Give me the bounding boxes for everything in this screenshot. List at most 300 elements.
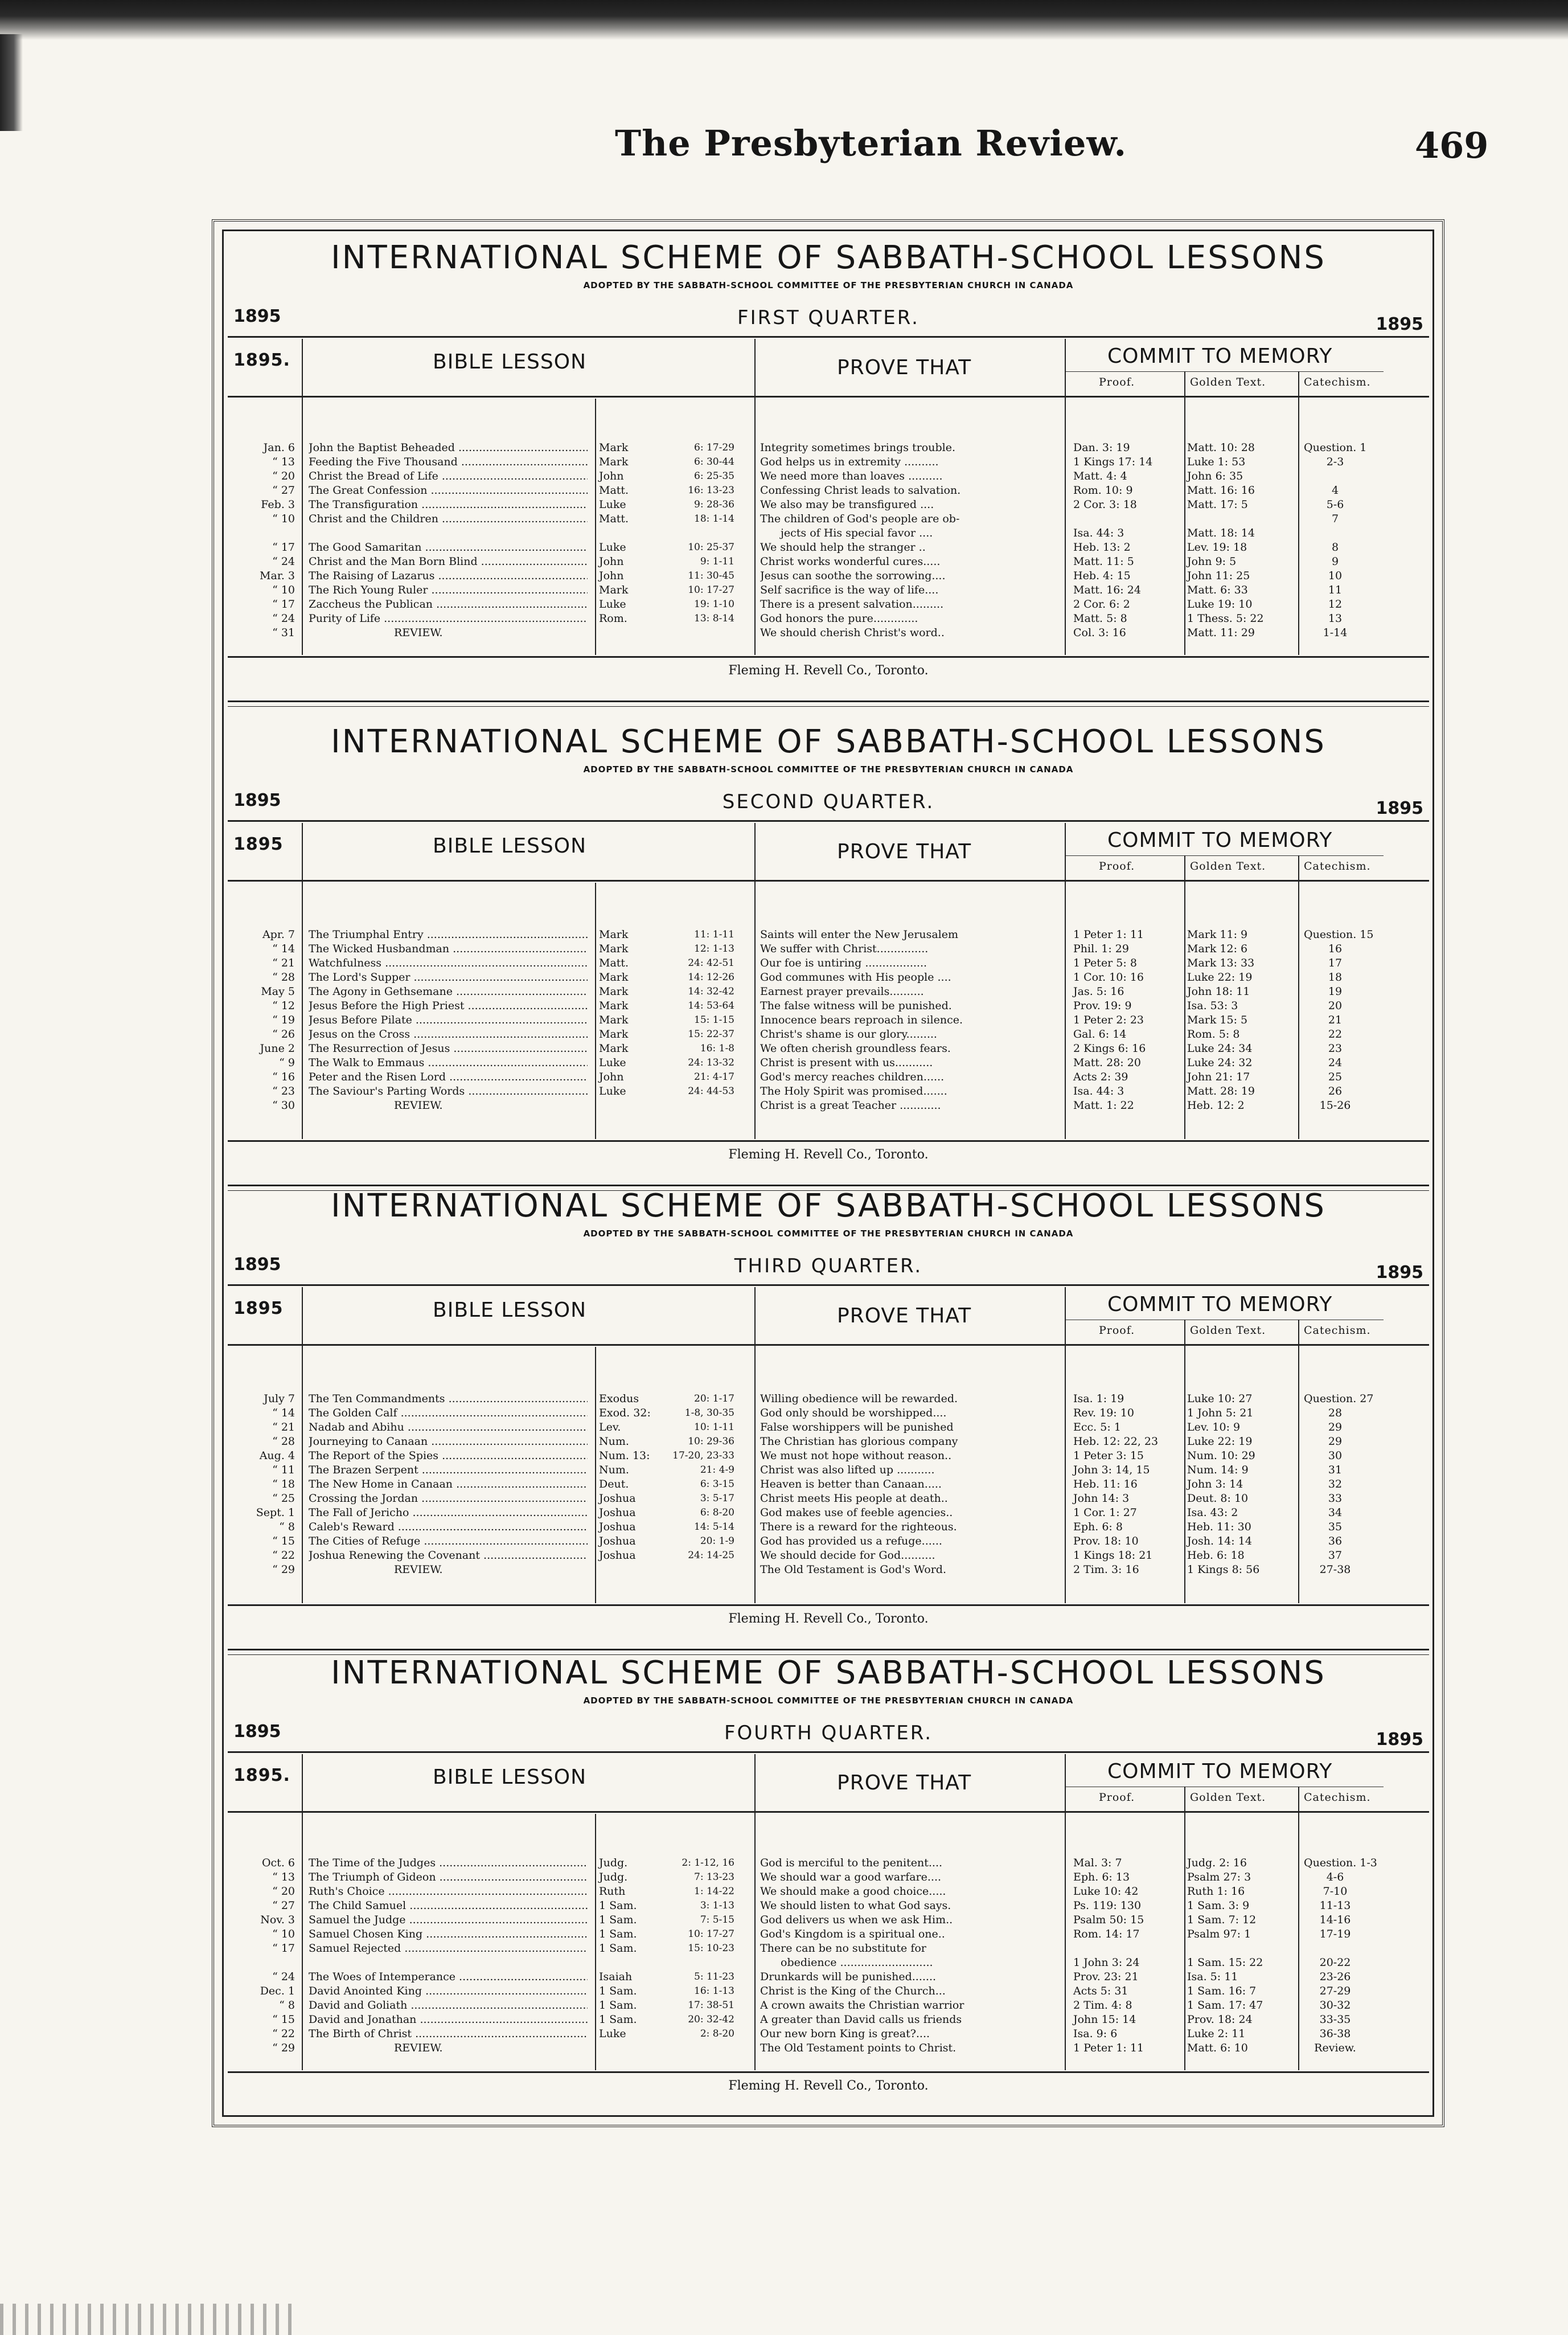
golden-text: Isa. 53: 3 xyxy=(1187,999,1238,1012)
lesson-row xyxy=(228,1449,1429,1462)
catechism-questions: 7-10 xyxy=(1323,1885,1348,1898)
golden-text: Heb. 11: 30 xyxy=(1187,1521,1251,1533)
prove-that-text: Integrity sometimes brings trouble. xyxy=(760,441,955,454)
catechism-questions: Question. 1-3 xyxy=(1304,1857,1377,1869)
catechism-questions: 4 xyxy=(1331,484,1339,497)
lesson-row xyxy=(228,1099,1429,1112)
prove-that-text: The false witness will be punished. xyxy=(760,999,952,1012)
prove-that-text: God's mercy reaches children...... xyxy=(760,1071,945,1083)
lesson-reference: 6: 30-44 xyxy=(694,456,734,468)
lesson-reference: 11: 30-45 xyxy=(688,570,734,581)
lesson-date: Apr. 7 xyxy=(262,928,295,941)
lesson-row xyxy=(228,498,1429,511)
lesson-book: Matt. xyxy=(599,957,629,969)
lesson-title: Christ and the Man Born Blind ..... xyxy=(309,555,588,568)
lesson-date: “ 17 xyxy=(272,1942,295,1955)
golden-text: John 3: 14 xyxy=(1187,1478,1243,1490)
lesson-date: “ 17 xyxy=(272,598,295,611)
lesson-book: Mark xyxy=(599,1014,629,1026)
lesson-date: “ 10 xyxy=(272,513,295,525)
year-column-header: 1895. xyxy=(233,1765,290,1785)
prove-that-header: PROVE THAT xyxy=(837,1771,972,1795)
lesson-row xyxy=(228,2027,1429,2040)
proof-text: 2 Cor. 3: 18 xyxy=(1073,498,1137,511)
golden-text: Luke 1: 53 xyxy=(1187,456,1246,468)
catechism-questions: 11-13 xyxy=(1319,1899,1351,1912)
prove-that-header: PROVE THAT xyxy=(837,1304,972,1328)
catechism-questions: 16 xyxy=(1328,943,1343,955)
year-column-header: 1895. xyxy=(233,350,290,370)
lesson-date: “ 21 xyxy=(272,1421,295,1433)
lesson-title: The Woes of Intemperance ..... xyxy=(309,1971,588,1983)
catechism-questions: 31 xyxy=(1328,1464,1343,1476)
proof-text: 1 John 3: 24 xyxy=(1073,1956,1140,1969)
lesson-date: “ 21 xyxy=(272,957,295,969)
lesson-title: Joshua Renewing the Covenant ..... xyxy=(309,1549,588,1562)
lesson-date: “ 23 xyxy=(272,1085,295,1097)
adopted-by-line: ADOPTED BY THE SABBATH-SCHOOL COMMITTEE OF THE PRESBYTERIAN CHURCH IN CANADA xyxy=(583,764,1074,775)
lesson-date: “ 25 xyxy=(272,1492,295,1505)
catechism-questions: 2-3 xyxy=(1326,456,1344,468)
lesson-reference: 21: 4-9 xyxy=(700,1464,734,1476)
lesson-row xyxy=(228,1464,1429,1476)
proof-text: Heb. 4: 15 xyxy=(1073,570,1131,582)
lesson-row xyxy=(228,484,1429,497)
lesson-reference: 15: 22-37 xyxy=(688,1029,734,1040)
lesson-date: “ 10 xyxy=(272,584,295,596)
lesson-row xyxy=(228,1071,1429,1083)
lesson-date: “ 24 xyxy=(272,612,295,625)
golden-text: Psalm 97: 1 xyxy=(1187,1928,1251,1940)
lesson-row xyxy=(228,584,1429,596)
prove-that-text: We should war a good warfare.... xyxy=(760,1871,942,1883)
golden-text: Luke 19: 10 xyxy=(1187,598,1253,611)
catechism-questions: Question. 15 xyxy=(1304,928,1374,941)
golden-text: John 9: 5 xyxy=(1187,555,1237,568)
quarter-sheet xyxy=(228,1187,1429,1632)
proof-text: Matt. 5: 8 xyxy=(1073,612,1127,625)
golden-text: 1 Sam. 7: 12 xyxy=(1187,1914,1257,1926)
lesson-row xyxy=(228,598,1429,611)
lesson-row xyxy=(228,1478,1429,1490)
proof-text: Isa. 44: 3 xyxy=(1073,1085,1124,1097)
lesson-reference: 9: 28-36 xyxy=(694,499,734,510)
golden-text: Deut. 8: 10 xyxy=(1187,1492,1249,1505)
lesson-title: Christ and the Children ..... xyxy=(309,513,588,525)
prove-that-text: Christ meets His people at death.. xyxy=(760,1492,948,1505)
prove-that-text: God delivers us when we ask Him.. xyxy=(760,1914,953,1926)
lesson-reference: 6: 17-29 xyxy=(694,442,734,453)
catechism-questions: 36 xyxy=(1328,1535,1343,1547)
proof-text: Matt. 1: 22 xyxy=(1073,1099,1134,1112)
catechism-questions: 29 xyxy=(1328,1421,1343,1433)
catechism-questions: 10 xyxy=(1328,570,1343,582)
proof-text: Matt. 16: 24 xyxy=(1073,584,1141,596)
proof-text: 1 Peter 1: 11 xyxy=(1073,2042,1144,2054)
prove-that-text: Self sacrifice is the way of life.... xyxy=(760,584,939,596)
prove-that-text: Jesus can soothe the sorrowing.... xyxy=(760,570,946,582)
lesson-reference: 24: 44-53 xyxy=(688,1085,734,1097)
lesson-book: Mark xyxy=(599,971,629,984)
lesson-reference: 16: 1-13 xyxy=(694,1985,734,1997)
lesson-book: Joshua xyxy=(599,1521,636,1533)
commit-to-memory-header: COMMIT TO MEMORY xyxy=(1107,1293,1333,1316)
column-header-rule xyxy=(228,1344,1429,1346)
golden-text: Prov. 18: 24 xyxy=(1187,2013,1253,2026)
lesson-book: Matt. xyxy=(599,484,629,497)
prove-that-header: PROVE THAT xyxy=(837,840,972,863)
lesson-title: Jesus Before the High Priest ..... xyxy=(309,999,588,1012)
prove-that-text: Our foe is untiring .................. xyxy=(760,957,927,969)
catechism-questions: 20 xyxy=(1328,999,1343,1012)
proof-text: 2 Cor. 6: 2 xyxy=(1073,598,1130,611)
header-rule xyxy=(228,1284,1429,1286)
golden-text: Ruth 1: 16 xyxy=(1187,1885,1245,1898)
golden-text: Luke 2: 11 xyxy=(1187,2027,1246,2040)
catechism-questions: 13 xyxy=(1328,612,1343,625)
prove-that-text: God communes with His people .... xyxy=(760,971,951,984)
catechism-questions: 36-38 xyxy=(1319,2027,1351,2040)
lesson-book: John xyxy=(599,555,624,568)
lesson-book: Joshua xyxy=(599,1506,636,1519)
prove-that-text: God helps us in extremity .......... xyxy=(760,456,939,468)
proof-text: 1 Cor. 10: 16 xyxy=(1073,971,1144,984)
lesson-reference: 2: 1-12, 16 xyxy=(682,1857,734,1869)
prove-that-text: God has provided us a refuge...... xyxy=(760,1535,942,1547)
section-divider xyxy=(228,700,1429,702)
lesson-row xyxy=(228,1392,1429,1405)
golden-text: Matt. 6: 33 xyxy=(1187,584,1248,596)
lesson-date: “ 24 xyxy=(272,1971,295,1983)
proof-text: Acts 5: 31 xyxy=(1073,1985,1128,1997)
lesson-title: Crossing the Jordan ..... xyxy=(309,1492,588,1505)
lesson-date: “ 28 xyxy=(272,971,295,984)
lesson-reference: 18: 1-14 xyxy=(694,513,734,525)
lesson-row xyxy=(228,1899,1429,1912)
lesson-title: Zaccheus the Publican ..... xyxy=(309,598,588,611)
lesson-title: Journeying to Canaan ..... xyxy=(309,1435,588,1448)
lesson-row xyxy=(228,928,1429,941)
proof-text: 2 Kings 6: 16 xyxy=(1073,1042,1146,1055)
section-divider xyxy=(228,1185,1429,1186)
proof-text: Isa. 9: 6 xyxy=(1073,2027,1118,2040)
commit-to-memory-header: COMMIT TO MEMORY xyxy=(1107,829,1333,852)
lesson-book: Mark xyxy=(599,456,629,468)
golden-text: Judg. 2: 16 xyxy=(1187,1857,1247,1869)
lesson-reference: 1: 14-22 xyxy=(694,1886,734,1897)
lesson-reference: 19: 1-10 xyxy=(694,599,734,610)
lesson-reference: 12: 1-13 xyxy=(694,943,734,955)
header-rule xyxy=(228,820,1429,822)
year-column-header: 1895 xyxy=(233,834,284,854)
lesson-date: Sept. 1 xyxy=(256,1506,295,1519)
proof-text: Prov. 23: 21 xyxy=(1073,1971,1139,1983)
lesson-book: Num. 13: xyxy=(599,1449,650,1462)
prove-that-text: God's Kingdom is a spiritual one.. xyxy=(760,1928,945,1940)
page-number: 469 xyxy=(1415,125,1489,166)
prove-that-text: We must not hope without reason.. xyxy=(760,1449,952,1462)
proof-text: 1 Peter 2: 23 xyxy=(1073,1014,1144,1026)
lesson-reference: 24: 13-32 xyxy=(688,1057,734,1068)
golden-text: Luke 10: 27 xyxy=(1187,1392,1253,1405)
year-label-right: 1895 xyxy=(1376,1730,1423,1750)
lesson-date: “ 22 xyxy=(272,1549,295,1562)
lesson-row xyxy=(228,1492,1429,1505)
quarter-title: THIRD QUARTER. xyxy=(734,1255,923,1277)
lesson-date: “ 14 xyxy=(272,943,295,955)
catechism-questions: 30-32 xyxy=(1319,1999,1351,2012)
catechism-questions: Question. 27 xyxy=(1304,1392,1374,1405)
catechism-questions: 28 xyxy=(1328,1407,1343,1419)
commit-subrule xyxy=(1065,855,1384,856)
lesson-title: The Transfiguration ..... xyxy=(309,498,588,511)
prove-that-text: God makes use of feeble agencies.. xyxy=(760,1506,953,1519)
catechism-questions: 32 xyxy=(1328,1478,1343,1490)
lesson-title: The Triumph of Gideon ..... xyxy=(309,1871,588,1883)
golden-text-header: Golden Text. xyxy=(1190,376,1266,388)
header-rule xyxy=(228,336,1429,338)
lesson-reference: 15: 1-15 xyxy=(694,1014,734,1026)
catechism-questions: 11 xyxy=(1328,584,1343,596)
lesson-book: Mark xyxy=(599,999,629,1012)
lesson-row xyxy=(228,541,1429,554)
prove-that-text: Christ is a great Teacher ............ xyxy=(760,1099,941,1112)
lesson-date: Feb. 3 xyxy=(261,498,295,511)
lesson-book: Luke xyxy=(599,598,626,611)
running-title: The Presbyterian Review. xyxy=(615,122,1127,164)
column-header-rule xyxy=(228,396,1429,398)
proof-text: Matt. 28: 20 xyxy=(1073,1056,1141,1069)
catechism-questions: 12 xyxy=(1328,598,1343,611)
lesson-date: “ 12 xyxy=(272,999,295,1012)
lesson-book: Rom. xyxy=(599,612,627,625)
proof-text: Phil. 1: 29 xyxy=(1073,943,1129,955)
golden-text: Luke 22: 19 xyxy=(1187,1435,1253,1448)
lesson-title: Nadab and Abihu ..... xyxy=(309,1421,588,1433)
lesson-date: “ 30 xyxy=(272,1099,295,1112)
lesson-book: Luke xyxy=(599,541,626,554)
lesson-book: 1 Sam. xyxy=(599,2013,637,2026)
bible-lesson-header: BIBLE LESSON xyxy=(433,350,587,374)
catechism-questions: 34 xyxy=(1328,1506,1343,1519)
lesson-reference: 11: 1-11 xyxy=(694,929,734,940)
lesson-date: “ 16 xyxy=(272,1071,295,1083)
lesson-date: “ 19 xyxy=(272,1014,295,1026)
column-header-rule xyxy=(228,1811,1429,1813)
prove-that-text: Christ is the King of the Church... xyxy=(760,1985,946,1997)
lesson-date: “ 13 xyxy=(272,456,295,468)
lesson-book: Mark xyxy=(599,584,629,596)
lesson-title: John the Baptist Beheaded ..... xyxy=(309,441,588,454)
lesson-book: 1 Sam. xyxy=(599,1899,637,1912)
lesson-book: Exodus xyxy=(599,1392,639,1405)
catechism-questions: 18 xyxy=(1328,971,1343,984)
proof-text: 1 Kings 18: 21 xyxy=(1073,1549,1153,1562)
lesson-book: Mark xyxy=(599,1042,629,1055)
lesson-date: “ 29 xyxy=(272,1563,295,1576)
year-column-header: 1895 xyxy=(233,1298,284,1318)
lesson-date: “ 31 xyxy=(272,626,295,639)
prove-that-text: There can be no substitute for xyxy=(760,1942,926,1955)
lesson-reference: 24: 42-51 xyxy=(688,957,734,969)
lesson-title: REVIEW. xyxy=(394,2042,443,2054)
lesson-book: Luke xyxy=(599,498,626,511)
lesson-title: David and Jonathan ..... xyxy=(309,2013,588,2026)
lesson-reference: 14: 12-26 xyxy=(688,972,734,983)
lesson-row xyxy=(228,555,1429,568)
column-header-rule xyxy=(228,880,1429,882)
golden-text: Mark 11: 9 xyxy=(1187,928,1248,941)
lesson-title: The Child Samuel ..... xyxy=(309,1899,588,1912)
lesson-book: John xyxy=(599,570,624,582)
catechism-questions: 25 xyxy=(1328,1071,1343,1083)
prove-that-header: PROVE THAT xyxy=(837,356,972,379)
lesson-title: The Report of the Spies ..... xyxy=(309,1449,588,1462)
prove-that-text: Confessing Christ leads to salvation. xyxy=(760,484,961,497)
golden-text-header: Golden Text. xyxy=(1190,1324,1266,1337)
lesson-row xyxy=(228,1549,1429,1562)
catechism-questions: 23 xyxy=(1328,1042,1343,1055)
publisher-credit: Fleming H. Revell Co., Toronto. xyxy=(728,1148,929,1162)
proof-text: Heb. 12: 22, 23 xyxy=(1073,1435,1159,1448)
lesson-date: “ 14 xyxy=(272,1407,295,1419)
prove-that-text: Drunkards will be punished....... xyxy=(760,1971,937,1983)
lesson-title: The Resurrection of Jesus ..... xyxy=(309,1042,588,1055)
commit-subrule xyxy=(1065,371,1384,372)
catechism-questions: Question. 1 xyxy=(1304,441,1367,454)
proof-text: 1 Peter 3: 15 xyxy=(1073,1449,1144,1462)
lesson-title: The Good Samaritan ..... xyxy=(309,541,588,554)
lesson-book: Luke xyxy=(599,2027,626,2040)
golden-text: Mark 13: 33 xyxy=(1187,957,1255,969)
proof-text: Gal. 6: 14 xyxy=(1073,1028,1127,1040)
running-head xyxy=(0,117,1568,179)
lesson-book: John xyxy=(599,470,624,482)
catechism-header: Catechism. xyxy=(1304,376,1371,388)
lesson-reference: 15: 10-23 xyxy=(688,1943,734,1954)
lesson-reference: 20: 1-9 xyxy=(700,1535,734,1547)
lesson-title: The Saviour's Parting Words ..... xyxy=(309,1085,588,1097)
golden-text: Isa. 5: 11 xyxy=(1187,1971,1238,1983)
lesson-book: John xyxy=(599,1071,624,1083)
year-label-right: 1895 xyxy=(1376,1263,1423,1283)
catechism-questions: 33-35 xyxy=(1319,2013,1351,2026)
proof-text: Matt. 4: 4 xyxy=(1073,470,1127,482)
proof-text: Matt. 11: 5 xyxy=(1073,555,1134,568)
catechism-questions: 4-6 xyxy=(1326,1871,1344,1883)
quarter-sheet xyxy=(228,723,1429,1168)
proof-text: 2 Tim. 3: 16 xyxy=(1073,1563,1139,1576)
catechism-questions: 21 xyxy=(1328,1014,1343,1026)
lesson-book: Mark xyxy=(599,928,629,941)
lesson-row xyxy=(228,513,1429,525)
lesson-reference: 21: 4-17 xyxy=(694,1071,734,1083)
lesson-row xyxy=(228,1421,1429,1433)
catechism-questions: 37 xyxy=(1328,1549,1343,1562)
lesson-reference: 10: 1-11 xyxy=(694,1422,734,1433)
golden-text-header: Golden Text. xyxy=(1190,1791,1266,1804)
golden-text: 1 Sam. 3: 9 xyxy=(1187,1899,1250,1912)
lesson-title: Jesus Before Pilate ..... xyxy=(309,1014,588,1026)
prove-that-text: God is merciful to the penitent.... xyxy=(760,1857,943,1869)
prove-that-text: A crown awaits the Christian warrior xyxy=(760,1999,964,2012)
lesson-date: Dec. 1 xyxy=(260,1985,295,1997)
scheme-title: INTERNATIONAL SCHEME OF SABBATH-SCHOOL LESSONS xyxy=(331,239,1326,276)
lesson-title: The New Home in Canaan ..... xyxy=(309,1478,588,1490)
lesson-book: Num. xyxy=(599,1464,629,1476)
prove-that-text: Christ is present with us........... xyxy=(760,1056,933,1069)
prove-that-text: Christ works wonderful cures..... xyxy=(760,555,941,568)
lesson-date: “ 15 xyxy=(272,2013,295,2026)
golden-text: Isa. 43: 2 xyxy=(1187,1506,1238,1519)
lesson-reference: 10: 17-27 xyxy=(688,584,734,596)
lesson-title: Ruth's Choice ..... xyxy=(309,1885,588,1898)
proof-text: Luke 10: 42 xyxy=(1073,1885,1139,1898)
proof-text: 1 Peter 1: 11 xyxy=(1073,928,1144,941)
proof-text: John 14: 3 xyxy=(1073,1492,1130,1505)
catechism-questions: 26 xyxy=(1328,1085,1343,1097)
proof-text: Rev. 19: 10 xyxy=(1073,1407,1134,1419)
lesson-row xyxy=(228,1985,1429,1997)
lesson-title: Samuel Chosen King ..... xyxy=(309,1928,588,1940)
lesson-book: Joshua xyxy=(599,1535,636,1547)
lesson-reference: 16: 1-8 xyxy=(700,1043,734,1054)
golden-text: Matt. 28: 19 xyxy=(1187,1085,1255,1097)
lesson-row xyxy=(228,2013,1429,2026)
lesson-reference: 14: 32-42 xyxy=(688,986,734,997)
quarter-title: SECOND QUARTER. xyxy=(722,790,935,813)
lesson-row xyxy=(228,1014,1429,1026)
lesson-reference: 6: 25-35 xyxy=(694,470,734,482)
proof-text: 1 Cor. 1: 27 xyxy=(1073,1506,1137,1519)
lesson-reference: 7: 13-23 xyxy=(694,1871,734,1883)
year-label-right: 1895 xyxy=(1376,798,1423,818)
golden-text: Heb. 12: 2 xyxy=(1187,1099,1245,1112)
catechism-questions: 1-14 xyxy=(1323,626,1348,639)
golden-text: 1 Kings 8: 56 xyxy=(1187,1563,1260,1576)
golden-text: Mark 15: 5 xyxy=(1187,1014,1248,1026)
catechism-questions: 29 xyxy=(1328,1435,1343,1448)
prove-that-text: The Christian has glorious company xyxy=(760,1435,958,1448)
lesson-date: Jan. 6 xyxy=(263,441,295,454)
lesson-reference: 17: 38-51 xyxy=(688,2000,734,2011)
bible-lesson-header: BIBLE LESSON xyxy=(433,1298,587,1322)
golden-text: Lev. 10: 9 xyxy=(1187,1421,1241,1433)
lesson-row xyxy=(228,570,1429,582)
lesson-row xyxy=(228,1914,1429,1926)
lesson-title: The Brazen Serpent ..... xyxy=(309,1464,588,1476)
catechism-questions: 20-22 xyxy=(1319,1956,1351,1969)
prove-that-text: We suffer with Christ............... xyxy=(760,943,929,955)
lesson-row xyxy=(228,1885,1429,1898)
golden-text: John 6: 35 xyxy=(1187,470,1243,482)
year-label-left: 1895 xyxy=(233,1255,281,1275)
prove-that-text: There is a reward for the righteous. xyxy=(760,1521,957,1533)
lesson-reference: 14: 5-14 xyxy=(694,1521,734,1533)
catechism-questions: 17-19 xyxy=(1319,1928,1351,1940)
proof-text: 1 Peter 5: 8 xyxy=(1073,957,1137,969)
adopted-by-line: ADOPTED BY THE SABBATH-SCHOOL COMMITTEE OF THE PRESBYTERIAN CHURCH IN CANADA xyxy=(583,1228,1074,1239)
lesson-reference: 3: 1-13 xyxy=(700,1900,734,1911)
catechism-questions: 15-26 xyxy=(1319,1099,1351,1112)
lesson-book: 1 Sam. xyxy=(599,1914,637,1926)
lesson-title: The Great Confession ..... xyxy=(309,484,588,497)
lesson-reference: 20: 32-42 xyxy=(688,2014,734,2025)
lesson-date: “ 11 xyxy=(272,1464,295,1476)
lesson-date: “ 26 xyxy=(272,1028,295,1040)
lesson-book: 1 Sam. xyxy=(599,1928,637,1940)
proof-text: John 3: 14, 15 xyxy=(1073,1464,1150,1476)
